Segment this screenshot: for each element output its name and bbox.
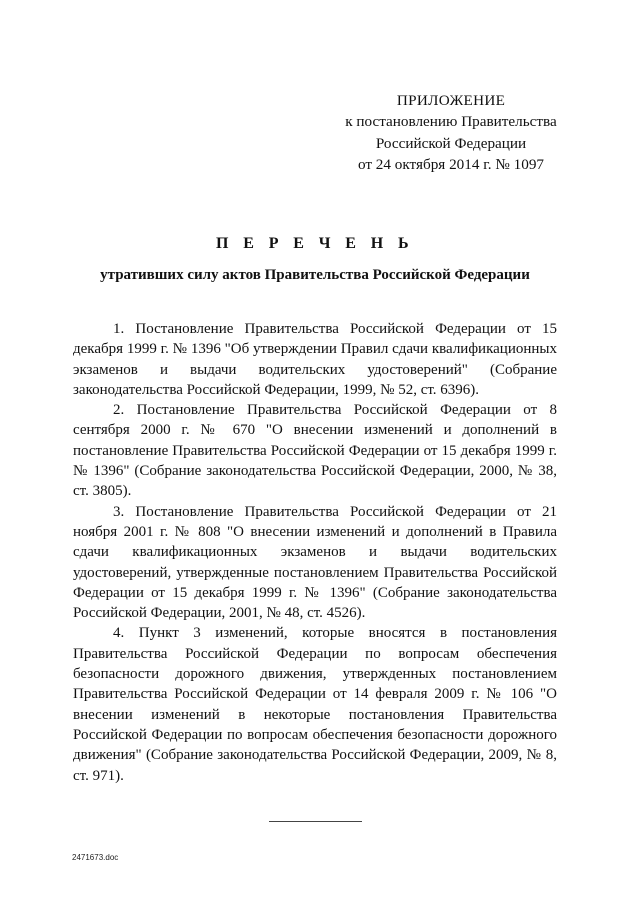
appendix-header <box>318 90 584 175</box>
acts-list <box>73 319 557 786</box>
appendix-line-resolution: к постановлению Правительства <box>345 113 557 131</box>
document-subtitle: утративших силу актов Правительства Российской Федерации <box>100 267 530 283</box>
appendix-heading: ПРИЛОЖЕНИЕ <box>396 92 506 109</box>
act-item-2: 2. Постановление Правительства Российской Федерации от 8 сентября 2000 г. № 670 "О внесении изменений и дополнений в постановление Правительства Российской Федерации от 15 декабря 1999 г. № 1396" (Собрание законодательства Российской Федерации, 2000, № 38, ст. 3805). <box>73 402 557 500</box>
end-divider <box>269 821 362 822</box>
act-item-1: 1. Постановление Правительства Российской Федерации от 15 декабря 1999 г. № 1396 "Об утверждении Правил сдачи квалификационных экзаменов и выдачи водительских удостоверений" (Собрание законодательства Российской Федерации, 1999, № 52, ст. 6396). <box>73 321 557 398</box>
act-item-3: 3. Постановление Правительства Российской Федерации от 21 ноября 2001 г. № 808 "О внесении изменений и дополнений в Правила сдачи квалификационных экзаменов и выдачи водительских удостоверений, утвержденные постановлением Правительства Российской Федерации от 15 декабря 1999 г. № 1396" (Собрание законодательства Российской Федерации, 2001, № 48, ст. 4526). <box>73 503 557 622</box>
act-item-4: 4. Пункт 3 изменений, которые вносятся в постановления Правительства Российской Федерации по вопросам обеспечения безопасности дорожного движения, утвержденных постановлением Правительства Российской Федерации от 14 февраля 2009 г. № 106 "О внесении изменений в некоторые постановления Правительства Российской Федерации по вопросам обеспечения безопасности дорожного движения" (Собрание законодательства Российской Федерации, 2009, № 8, ст. 971). <box>73 625 557 784</box>
appendix-line-federation: Российской Федерации <box>375 134 527 152</box>
appendix-line-date-number: от 24 октября 2014 г. № 1097 <box>357 155 545 173</box>
document-title-block <box>60 232 570 285</box>
document-title: П Е Р Е Ч Е Н Ь <box>216 235 414 252</box>
file-reference: 2471673.doc <box>72 853 119 862</box>
